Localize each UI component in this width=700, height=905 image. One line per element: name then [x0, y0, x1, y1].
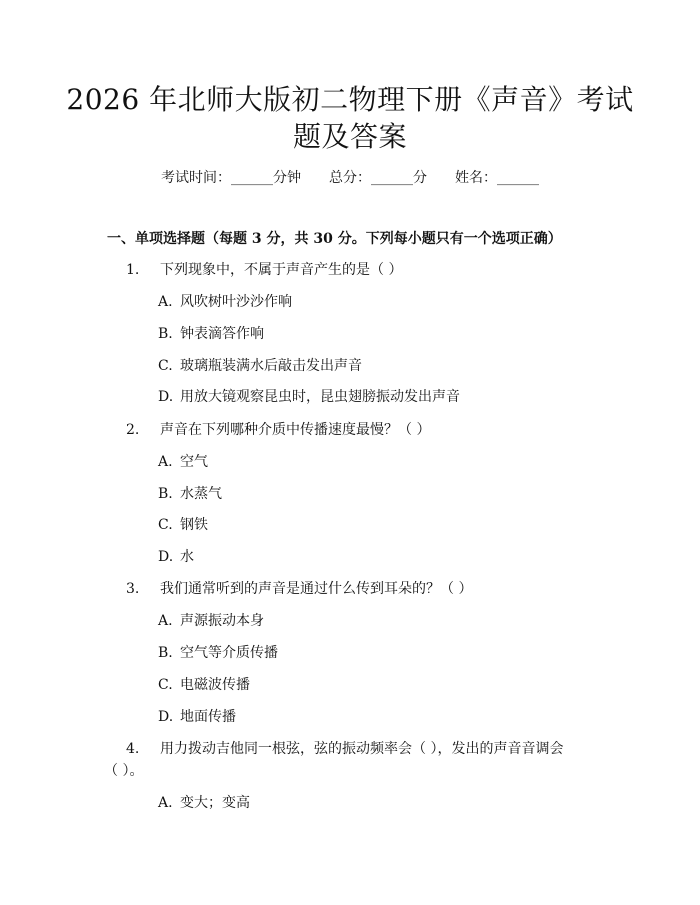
option-1c[interactable] [158, 355, 362, 377]
question-number: 4. [126, 741, 140, 757]
option-3c[interactable] [158, 674, 250, 696]
option-letter: A. [158, 613, 173, 629]
option-letter: D. [158, 389, 174, 405]
option-2d[interactable] [158, 546, 194, 568]
question-stem-line1: 用力拨动吉他同一根弦，弦的振动频率会（ ），发出的声音音调会 [160, 741, 564, 757]
option-4a[interactable] [158, 792, 250, 814]
question-number: 2. [126, 422, 140, 438]
option-3a[interactable] [158, 610, 264, 632]
question-stem: 我们通常听到的声音是通过什么传到耳朵的？（ ） [160, 581, 473, 597]
question-stem: 声音在下列哪种介质中传播速度最慢？（ ） [160, 422, 431, 438]
option-text: 水蒸气 [180, 486, 222, 502]
option-letter: B. [158, 326, 173, 342]
option-letter: D. [158, 709, 174, 725]
option-letter: D. [158, 549, 174, 565]
option-1a[interactable] [158, 291, 292, 313]
option-letter: A. [158, 795, 173, 811]
option-1b[interactable] [158, 323, 264, 345]
exam-title-line1: 2026 年北师大版初二物理下册《声音》考试 [66, 83, 634, 116]
option-letter: C. [158, 677, 173, 693]
option-letter: C. [158, 517, 173, 533]
option-2c[interactable] [158, 514, 208, 536]
question-stem: 下列现象中，不属于声音产生的是（ ） [160, 262, 403, 278]
option-text: 声源振动本身 [180, 613, 264, 629]
option-letter: B. [158, 645, 173, 661]
option-text: 电磁波传播 [180, 677, 250, 693]
exam-title-line2: 题及答案 [292, 120, 407, 153]
option-2a[interactable] [158, 451, 208, 473]
option-1d[interactable] [158, 386, 460, 408]
option-text: 风吹树叶沙沙作响 [180, 294, 292, 310]
option-letter: B. [158, 486, 173, 502]
section-heading: 一、单项选择题（每题 3 分，共 30 分。下列每小题只有一个选项正确） [107, 231, 562, 247]
option-3d[interactable] [158, 706, 236, 728]
question-number: 1. [126, 262, 140, 278]
option-letter: C. [158, 358, 173, 374]
question-stem-line2: （ ）。 [104, 763, 144, 779]
option-text: 钟表滴答作响 [180, 326, 264, 342]
question-number: 3. [126, 581, 140, 597]
option-text: 空气等介质传播 [180, 645, 278, 661]
option-text: 地面传播 [180, 709, 236, 725]
option-letter: A. [158, 294, 173, 310]
option-text: 变大；变高 [180, 795, 250, 811]
option-2b[interactable] [158, 483, 222, 505]
option-text: 用放大镜观察昆虫时，昆虫翅膀振动发出声音 [180, 389, 460, 405]
option-text: 水 [180, 549, 194, 565]
exam-meta [0, 168, 700, 188]
name-field: 姓名：______ [455, 170, 539, 186]
option-3b[interactable] [158, 642, 278, 664]
option-text: 钢铁 [180, 517, 208, 533]
option-text: 玻璃瓶装满水后敲击发出声音 [180, 358, 362, 374]
option-letter: A. [158, 454, 173, 470]
option-text: 空气 [180, 454, 208, 470]
score-field: 总分：______分 [329, 170, 427, 186]
time-field: 考试时间：______分钟 [161, 170, 301, 186]
